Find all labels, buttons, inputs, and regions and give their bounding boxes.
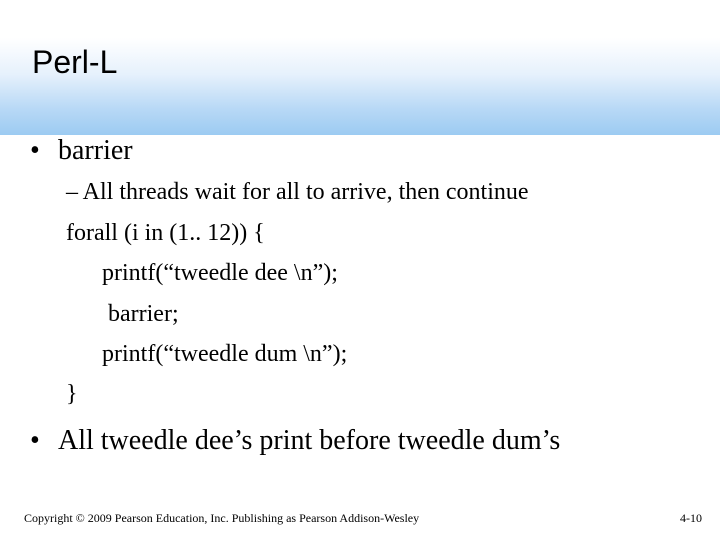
bullet-marker: • bbox=[30, 425, 40, 456]
bullet-barrier bbox=[30, 134, 133, 168]
code-line-printf-dum: printf(“tweedle dum \n”); bbox=[102, 341, 348, 367]
code-line-forall: forall (i in (1.. 12)) { bbox=[66, 220, 265, 246]
bullet-text: All tweedle dee’s print before tweedle dum’s bbox=[58, 425, 561, 456]
footer-copyright: Copyright © 2009 Pearson Education, Inc. Publishing as Pearson Addison-Wesley bbox=[24, 511, 420, 525]
bullet-tweedle-order bbox=[30, 424, 560, 458]
code-line-close-brace: } bbox=[66, 381, 78, 407]
slide-title: Perl-L bbox=[32, 44, 118, 80]
bullet-text: barrier bbox=[58, 135, 133, 166]
bullet-marker: • bbox=[30, 135, 40, 166]
footer-page-number: 4-10 bbox=[680, 511, 702, 525]
code-line-barrier: barrier; bbox=[108, 301, 179, 327]
sub-bullet-line: – All threads wait for all to arrive, then continue bbox=[66, 179, 529, 205]
code-line-printf-dee: printf(“tweedle dee \n”); bbox=[102, 260, 338, 286]
